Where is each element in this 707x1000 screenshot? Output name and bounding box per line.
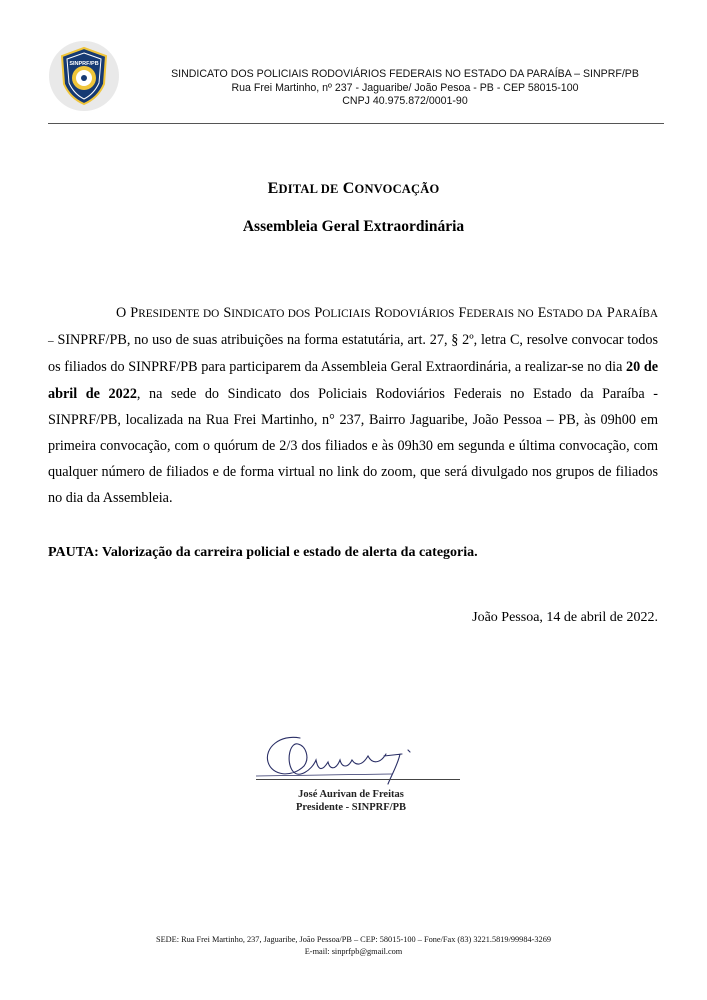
signer-block xyxy=(256,788,446,814)
notice-body xyxy=(48,300,658,512)
document-subtitle: Assembleia Geral Extraordinária xyxy=(242,218,465,235)
title-word-1: DITAL DE xyxy=(278,182,339,196)
organization-address: Rua Frei Martinho, nº 237 - Jaguaribe/ João Pesoa - PB - CEP 58015-100 xyxy=(231,81,579,94)
footer-email: E-mail: sinprfpb@gmail.com xyxy=(304,947,403,956)
letterhead xyxy=(48,40,664,124)
title-initial-c: C xyxy=(342,180,355,197)
handwritten-signature xyxy=(252,730,462,790)
header-divider xyxy=(48,123,664,124)
signer-role: Presidente - SINPRF/PB xyxy=(295,802,407,813)
organization-cnpj: CNPJ 40.975.872/0001-90 xyxy=(342,95,468,107)
footer-address: SEDE: Rua Frei Martinho, 237, Jaguaribe, João Pessoa/PB – CEP: 58015-100 – Fone/Fax (83) 3221.5819/99984-3269 xyxy=(155,935,551,944)
document-title xyxy=(0,180,707,198)
union-badge-logo xyxy=(48,40,120,112)
agenda: PAUTA: Valorização da carreira policial e estado de alerta da categoria. xyxy=(48,545,478,560)
logo-text: SINPRF/PB xyxy=(69,61,99,67)
signer-name: José Aurivan de Freitas xyxy=(298,789,404,800)
title-initial-e: E xyxy=(267,180,279,197)
assembly-date: 20 de abril de 2022 xyxy=(48,359,658,402)
signature-line xyxy=(256,779,460,780)
notice-paragraph: O PRESIDENTE DO SINDICATO DOS POLICIAIS RODOVIÁRIOS FEDERAIS NO ESTADO DA PARAÍBA – SINPRF/PB, no uso de suas atribuições na forma estatutária, art. 27, § 2º, letra C, resolve convocar todos os filiados do SINPRF/PB para participarem da Assembleia Geral Extraordinária, a realizar-se no dia 20 de abril de 2022, na sede do Sindicato dos Policiais Rodoviários Federais no Estado da Paraíba - SINPRF/PB, localizada na Rua Frei Martinho, n° 237, Bairro Jaguaribe, João Pessoa – PB, às 09h00 em primeira convocação, com o quórum de 2/3 dos filiados e às 09h30 em segunda e última convocação, com qualquer número de filiados e de forma virtual no link do zoom, que será divulgado nos grupos de filiados no dia da Assembleia. xyxy=(48,305,659,507)
organization-info xyxy=(140,68,670,109)
place-and-date: João Pessoa, 14 de abril de 2022. xyxy=(472,610,658,625)
footer xyxy=(0,934,707,958)
organization-name: SINDICATO DOS POLICIAIS RODOVIÁRIOS FEDERAIS NO ESTADO DA PARAÍBA – SINPRF/PB xyxy=(171,68,639,80)
title-word-2: ONVOCAÇÃO xyxy=(354,182,440,196)
